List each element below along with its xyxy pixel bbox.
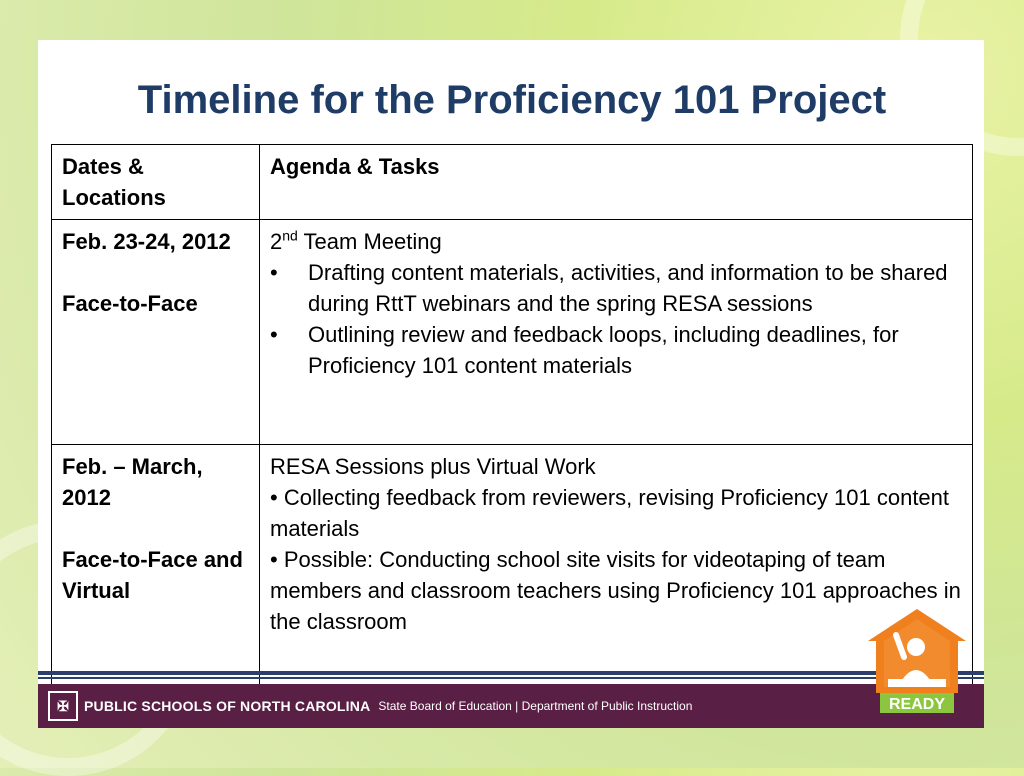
footer-divider (38, 677, 984, 679)
footer-org: PUBLIC SCHOOLS OF NORTH CAROLINA (84, 698, 371, 714)
row1-date: Feb. 23-24, 2012 (62, 229, 231, 254)
header-dates: Dates & Locations (52, 145, 260, 220)
row2-date: Feb. – March, 2012 (62, 454, 203, 510)
table-row (52, 220, 973, 445)
footer-subtitle: State Board of Education | Department of Public Instruction (378, 699, 693, 713)
row1-dates (52, 220, 260, 445)
row1-heading: 2nd Team Meeting (270, 227, 442, 254)
row1-agenda (260, 220, 973, 445)
ready-logo (866, 607, 968, 715)
row2-heading: RESA Sessions plus Virtual Work (270, 454, 596, 479)
table-header-row (52, 145, 973, 220)
ready-house-icon (866, 607, 968, 715)
row1-bullet-list (270, 257, 962, 381)
list-item: • Drafting content materials, activities, and information to be shared during RttT webinars and the spring RESA sessions (270, 257, 962, 319)
nc-seal-icon: ✠ (48, 691, 78, 721)
footer-bar (38, 684, 984, 728)
row2-location: Face-to-Face and Virtual (62, 547, 243, 603)
row2-dates (52, 445, 260, 696)
list-item: • Possible: Conducting school site visits for videotaping of team members and classroom teachers using Proficiency 101 approaches in the classroom (270, 547, 961, 634)
ready-logo-text: READY (888, 696, 946, 713)
list-item: • Outlining review and feedback loops, including deadlines, for Proficiency 101 content materials (270, 319, 962, 381)
table-row (52, 445, 973, 696)
list-item: • Collecting feedback from reviewers, revising Proficiency 101 content materials (270, 485, 950, 541)
header-agenda: Agenda & Tasks (260, 145, 973, 220)
slide-title: Timeline for the Proficiency 101 Project (137, 78, 887, 122)
timeline-table (51, 144, 973, 696)
footer-divider (38, 671, 984, 675)
row1-location: Face-to-Face (62, 291, 198, 316)
